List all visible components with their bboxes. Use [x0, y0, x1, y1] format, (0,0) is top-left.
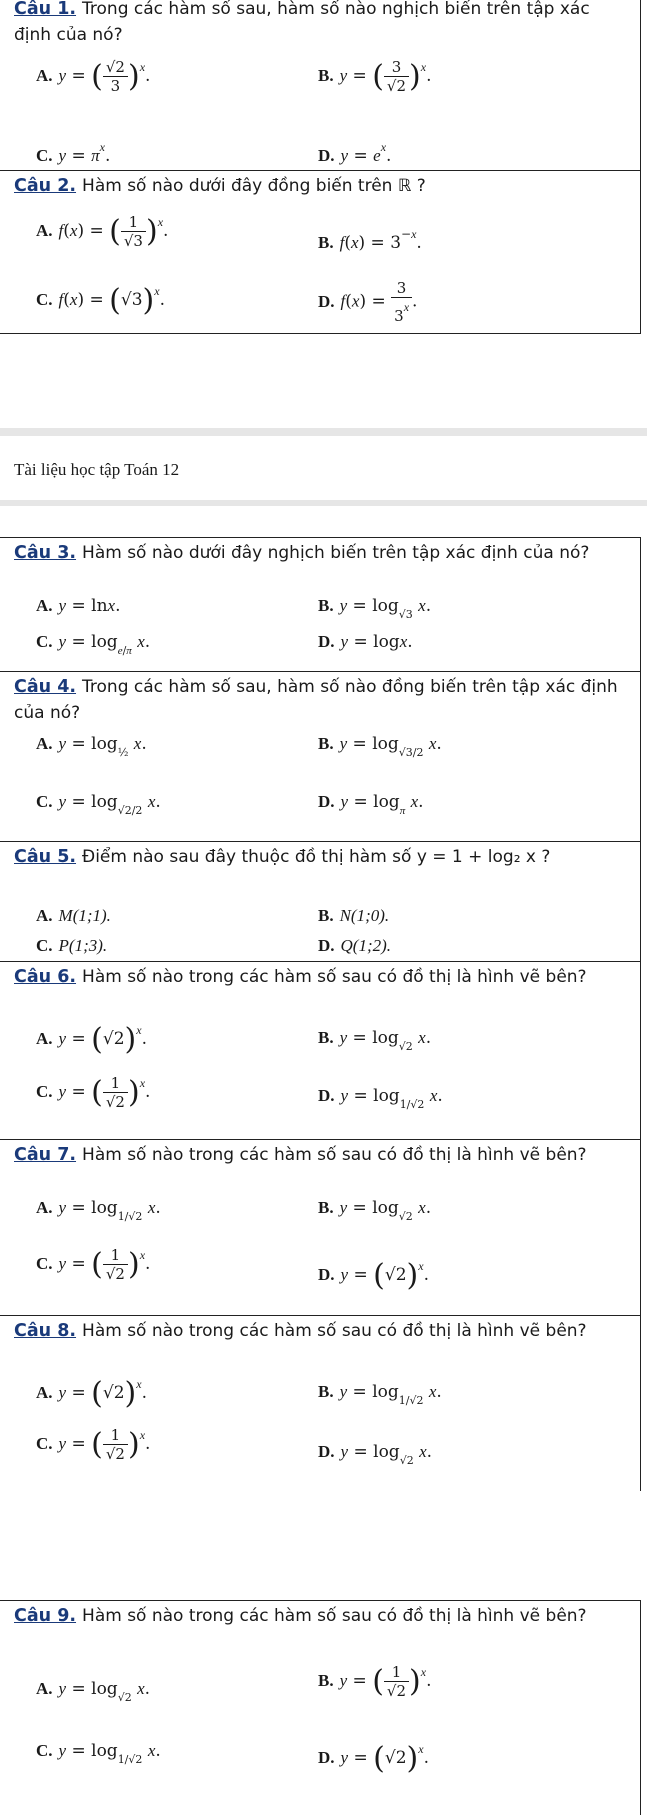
question-text: Hàm số nào trong các hàm số sau có đồ thị là hình vẽ bên? [82, 1145, 587, 1165]
option-a: A. y = lnx. [36, 596, 121, 616]
question-text: Hàm số nào trong các hàm số sau có đồ thị là hình vẽ bên? [82, 1606, 587, 1626]
option-a: A. M(1;1). [36, 906, 111, 925]
question-text: Trong các hàm số sau, hàm số nào nghịch biến trên tập xác định của nó? [14, 0, 590, 45]
option-d: D. $y = \log_\pi x$. [318, 792, 424, 817]
option-b: B. $y = \log_{√3/2} x$. [318, 734, 442, 759]
option-c: C. P(1;3). [36, 936, 108, 955]
option-c: C. $f(x) = (√3)^x$. [36, 283, 165, 318]
option-d: D. Q(1;2). [318, 936, 392, 955]
option-d: D. y = logx. [318, 632, 413, 652]
option-b: B. $y = \log_{1/√2} x$. [318, 1382, 442, 1407]
question-text: Hàm số nào dưới đây đồng biến trên ℝ ? [82, 176, 426, 196]
option-c: C. $y = \pi^x$. [36, 140, 111, 166]
question-5 [0, 841, 641, 961]
question-label: Câu 5. [14, 847, 77, 867]
option-c: C. $y = \log_{1/√2} x$. [36, 1741, 161, 1766]
option-a: A. $y = (√2)^x$. [36, 1376, 147, 1411]
question-text: Hàm số nào trong các hàm số sau có đồ thị là hình vẽ bên? [82, 967, 587, 987]
option-b: B. $f(x) = 3^{-x}$. [318, 227, 422, 253]
question-text: Hàm số nào trong các hàm số sau có đồ thị là hình vẽ bên? [82, 1321, 587, 1341]
question-text: Điểm nào sau đây thuộc đồ thị hàm số y = 1 + log₂ x ? [82, 847, 551, 867]
option-d: D. f(x) = $\frac{3}{3^x}$ . [318, 279, 418, 325]
question-label: Câu 3. [14, 543, 77, 563]
question-9 [0, 1600, 641, 1815]
question-7 [0, 1139, 641, 1315]
option-a: A. $y = \log_{\frac{1}{2}} x$. [36, 734, 147, 759]
option-d: D. $y = (√2)^x$. [318, 1258, 429, 1293]
question-label: Câu 1. [14, 0, 77, 19]
option-b: B. $y = \log_{√3} x$. [318, 596, 432, 621]
option-c: C. y = ( $\frac{1}{√2}$ )$^x$. [36, 1426, 151, 1463]
page-break-strip [0, 428, 647, 436]
page-header: Tài liệu học tập Toán 12 [14, 460, 180, 479]
option-c: C. y = ( $\frac{1}{√2}$ )$^x$. [36, 1074, 151, 1111]
question-label: Câu 8. [14, 1321, 77, 1341]
header-rule [0, 500, 647, 506]
question-4 [0, 671, 641, 841]
option-b: B. N(1;0). [318, 906, 390, 925]
option-b: B. y = ( $\frac{3}{√2}$ )$^x$. [318, 58, 432, 95]
question-label: Câu 4. [14, 677, 77, 697]
question-label: Câu 7. [14, 1145, 77, 1165]
option-d: D. $y = \log_{1/√2} x$. [318, 1086, 443, 1111]
question-label: Câu 9. [14, 1606, 77, 1626]
question-text: Hàm số nào dưới đây nghịch biến trên tập xác định của nó? [82, 543, 590, 563]
question-text: Trong các hàm số sau, hàm số nào đồng biến trên tập xác định của nó? [14, 677, 618, 723]
question-label: Câu 2. [14, 176, 77, 196]
option-c: C. $y = \log_{√2/2} x$. [36, 792, 161, 817]
option-c: C. $y = \log_{e/\pi} x$. [36, 632, 151, 657]
option-b: B. $y = \log_{√2} x$. [318, 1028, 432, 1053]
option-c: C. y = ( $\frac{1}{√2}$ )$^x$. [36, 1246, 151, 1283]
option-a: A. $y = (√2)^x$. [36, 1022, 147, 1057]
option-b: B. $y = \log_{√2} x$. [318, 1198, 432, 1223]
option-b: B. y = ( $\frac{1}{√2}$ )$^x$. [318, 1663, 432, 1700]
question-label: Câu 6. [14, 967, 77, 987]
option-d: D. $y = \log_{√2} x$. [318, 1442, 433, 1467]
option-a: A. $y = \log_{√2} x$. [36, 1679, 151, 1704]
question-3 [0, 537, 641, 671]
question-1 [0, 0, 641, 170]
option-a: A. $y = \log_{1/√2} x$. [36, 1198, 161, 1223]
question-6 [0, 961, 641, 1139]
option-d: D. $y = e^x$. [318, 140, 392, 166]
option-a: A. f(x) = ( $\frac{1}{√3}$ )$^x$. [36, 213, 169, 250]
question-2 [0, 170, 641, 334]
option-a: A. y = ( $\frac{√2}{3}$ )$^x$. [36, 58, 151, 95]
question-8 [0, 1315, 641, 1491]
option-d: D. $y = (√2)^x$. [318, 1741, 429, 1776]
